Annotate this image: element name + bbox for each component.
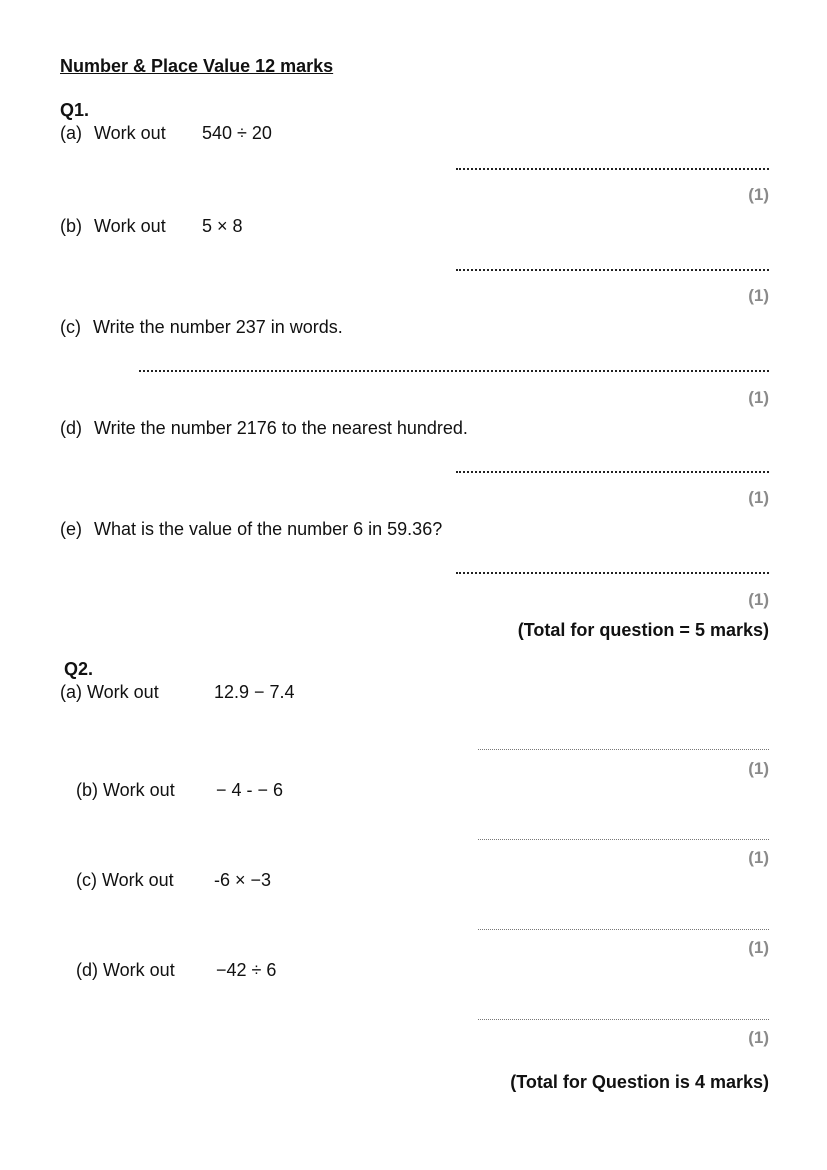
q2c-text: (c) Work out [76, 870, 174, 890]
q1a-letter: (a) [60, 123, 82, 143]
q1d-mark: (1) [748, 488, 769, 507]
q2d-expression: −42 ÷ 6 [216, 960, 277, 980]
q1b-letter: (b) [60, 216, 82, 236]
q2c-mark: (1) [748, 938, 769, 957]
q1b-expression: 5 × 8 [202, 216, 243, 236]
q2b-mark: (1) [748, 848, 769, 867]
q1e-answer-line[interactable] [456, 572, 769, 574]
q1a-mark: (1) [748, 185, 769, 204]
q2b-answer-line[interactable] [478, 839, 769, 840]
q2b-text: (b) Work out [76, 780, 175, 800]
q2a-text: (a) Work out [60, 682, 159, 702]
q2c-expression: -6 × −3 [214, 870, 272, 890]
q1-total: (Total for question = 5 marks) [517, 620, 769, 640]
q2b-expression: − 4 - − 6 [216, 780, 284, 800]
q2d-mark: (1) [748, 1028, 769, 1047]
q1a-answer-line[interactable] [456, 168, 769, 170]
q2d-answer-line[interactable] [478, 1019, 769, 1020]
q1c-text: Write the number 237 in words. [93, 317, 343, 337]
page-title: Number & Place Value 12 marks [60, 56, 334, 76]
q1d-text: Write the number 2176 to the nearest hundred. [94, 418, 468, 438]
q2a-mark: (1) [748, 759, 769, 778]
q2a-expression: 12.9 − 7.4 [214, 682, 295, 702]
q1-label: Q1. [60, 100, 90, 120]
q1e-mark: (1) [748, 590, 769, 609]
q1c-answer-line[interactable] [139, 370, 769, 372]
q1c-letter: (c) [60, 317, 81, 337]
q1a-text: Work out [94, 123, 166, 143]
q1c-mark: (1) [748, 388, 769, 407]
q2a-answer-line[interactable] [478, 749, 769, 750]
q1e-text: What is the value of the number 6 in 59.36? [94, 519, 443, 539]
q1a-expression: 540 ÷ 20 [202, 123, 272, 143]
q2-total: (Total for Question is 4 marks) [510, 1072, 769, 1092]
q1e-letter: (e) [60, 519, 82, 539]
q1d-answer-line[interactable] [456, 471, 769, 473]
q2d-text: (d) Work out [76, 960, 175, 980]
q1b-text: Work out [94, 216, 166, 236]
q1b-answer-line[interactable] [456, 269, 769, 271]
q2-label: Q2. [64, 659, 94, 679]
q2c-answer-line[interactable] [478, 929, 769, 930]
q1b-mark: (1) [748, 286, 769, 305]
q1d-letter: (d) [60, 418, 82, 438]
